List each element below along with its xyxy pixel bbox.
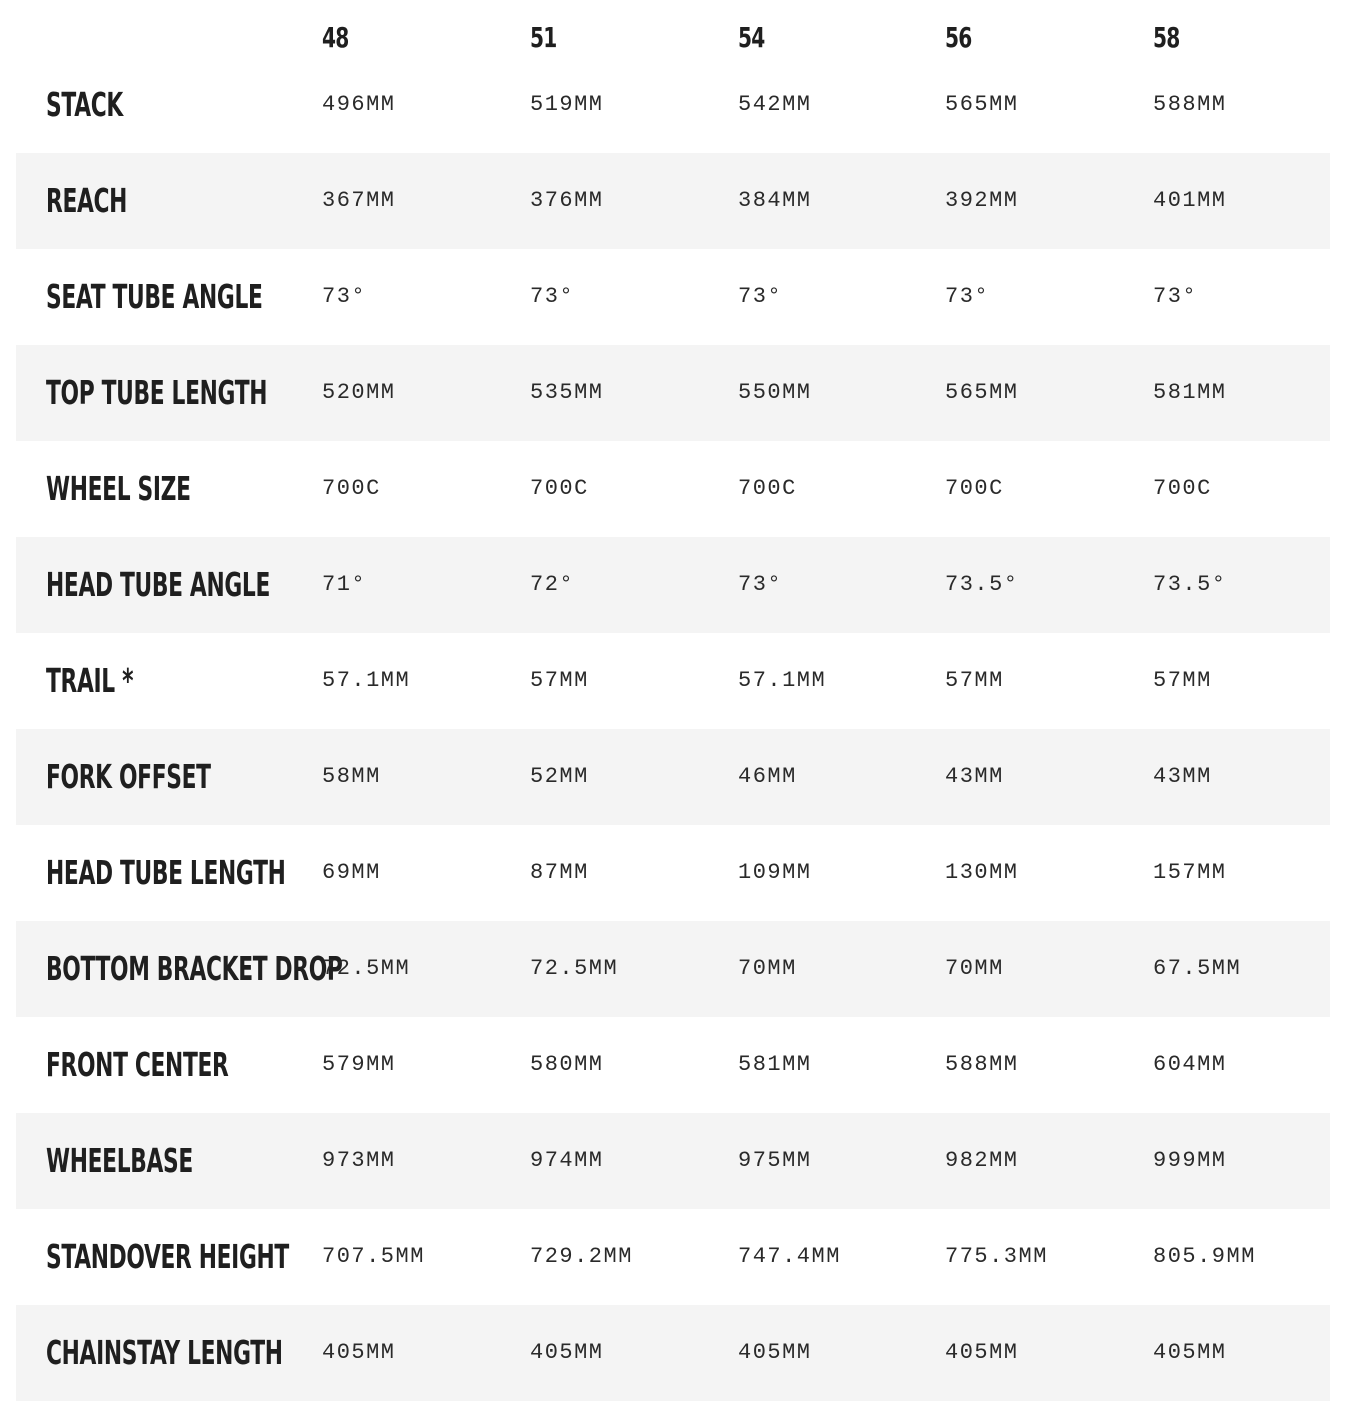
row-value: 72.5MM [530,956,619,981]
row-value: 57MM [945,668,1004,693]
size-header-58: 58 [1153,21,1180,54]
row-label: STANDOVER HEIGHT [46,1237,289,1276]
row-value: 805.9MM [1153,1244,1256,1269]
row-value: 581MM [1153,380,1227,405]
row-label: TOP TUBE LENGTH [46,373,268,412]
row-value: 73.5° [1153,572,1227,597]
row-value: 73° [738,284,783,309]
row-value: 588MM [945,1052,1019,1077]
row-value: 87MM [530,860,589,885]
row-value: 579MM [322,1052,396,1077]
row-value: 700C [738,476,797,501]
row-value: 973MM [322,1148,396,1173]
row-value: 67.5MM [1153,956,1242,981]
row-value: 57MM [530,668,589,693]
table-row [16,1209,1330,1305]
row-value: 73° [530,284,575,309]
row-value: 130MM [945,860,1019,885]
table-row [16,633,1330,729]
row-value: 775.3MM [945,1244,1048,1269]
row-value: 550MM [738,380,812,405]
size-header-56: 56 [945,21,972,54]
row-value: 73° [945,284,990,309]
row-label: TRAIL * [46,661,134,700]
row-value: 405MM [945,1340,1019,1365]
size-header-row [16,0,1330,57]
table-row [16,345,1330,441]
row-value: 405MM [1153,1340,1227,1365]
row-value: 72.5MM [322,956,411,981]
row-value: 700C [530,476,589,501]
table-row [16,1017,1330,1113]
row-value: 700C [322,476,381,501]
table-row [16,153,1330,249]
row-value: 565MM [945,380,1019,405]
row-label: FRONT CENTER [46,1045,229,1084]
row-value: 71° [322,572,367,597]
row-value: 581MM [738,1052,812,1077]
row-value: 57.1MM [322,668,411,693]
row-label: HEAD TUBE ANGLE [46,565,270,604]
row-value: 520MM [322,380,396,405]
row-value: 57.1MM [738,668,827,693]
row-label: SEAT TUBE ANGLE [46,277,263,316]
row-value: 384MM [738,188,812,213]
row-value: 700C [1153,476,1212,501]
row-value: 999MM [1153,1148,1227,1173]
row-value: 405MM [322,1340,396,1365]
table-row [16,57,1330,153]
size-header-48: 48 [322,21,349,54]
row-value: 57MM [1153,668,1212,693]
row-label: STACK [46,85,123,124]
size-header-54: 54 [738,21,765,54]
row-value: 580MM [530,1052,604,1077]
row-value: 58MM [322,764,381,789]
row-label: BOTTOM BRACKET DROP [46,949,343,988]
row-value: 729.2MM [530,1244,633,1269]
row-value: 542MM [738,92,812,117]
row-value: 46MM [738,764,797,789]
table-row [16,1305,1330,1401]
row-value: 588MM [1153,92,1227,117]
row-value: 109MM [738,860,812,885]
table-row [16,825,1330,921]
row-value: 43MM [945,764,1004,789]
table-row [16,1113,1330,1209]
row-value: 974MM [530,1148,604,1173]
row-value: 700C [945,476,1004,501]
row-label: WHEELBASE [46,1141,193,1180]
table-row [16,921,1330,1017]
row-label: FORK OFFSET [46,757,211,796]
row-value: 975MM [738,1148,812,1173]
row-label: WHEEL SIZE [46,469,191,508]
table-row [16,249,1330,345]
row-value: 401MM [1153,188,1227,213]
row-value: 982MM [945,1148,1019,1173]
row-value: 519MM [530,92,604,117]
row-value: 565MM [945,92,1019,117]
row-value: 367MM [322,188,396,213]
row-value: 52MM [530,764,589,789]
row-value: 73° [1153,284,1198,309]
row-value: 69MM [322,860,381,885]
row-label: HEAD TUBE LENGTH [46,853,286,892]
row-value: 73.5° [945,572,1019,597]
row-value: 604MM [1153,1052,1227,1077]
row-value: 43MM [1153,764,1212,789]
row-value: 157MM [1153,860,1227,885]
row-value: 747.4MM [738,1244,841,1269]
table-row [16,441,1330,537]
row-value: 496MM [322,92,396,117]
row-value: 70MM [738,956,797,981]
row-value: 405MM [738,1340,812,1365]
row-label: REACH [46,181,128,220]
geometry-table [16,0,1330,1401]
row-value: 70MM [945,956,1004,981]
row-value: 72° [530,572,575,597]
row-label: CHAINSTAY LENGTH [46,1333,283,1372]
row-value: 707.5MM [322,1244,425,1269]
table-row [16,537,1330,633]
row-value: 376MM [530,188,604,213]
row-value: 73° [322,284,367,309]
row-value: 535MM [530,380,604,405]
row-value: 405MM [530,1340,604,1365]
geometry-rows [16,57,1330,1401]
row-value: 73° [738,572,783,597]
size-header-51: 51 [530,21,557,54]
row-value: 392MM [945,188,1019,213]
table-row [16,729,1330,825]
